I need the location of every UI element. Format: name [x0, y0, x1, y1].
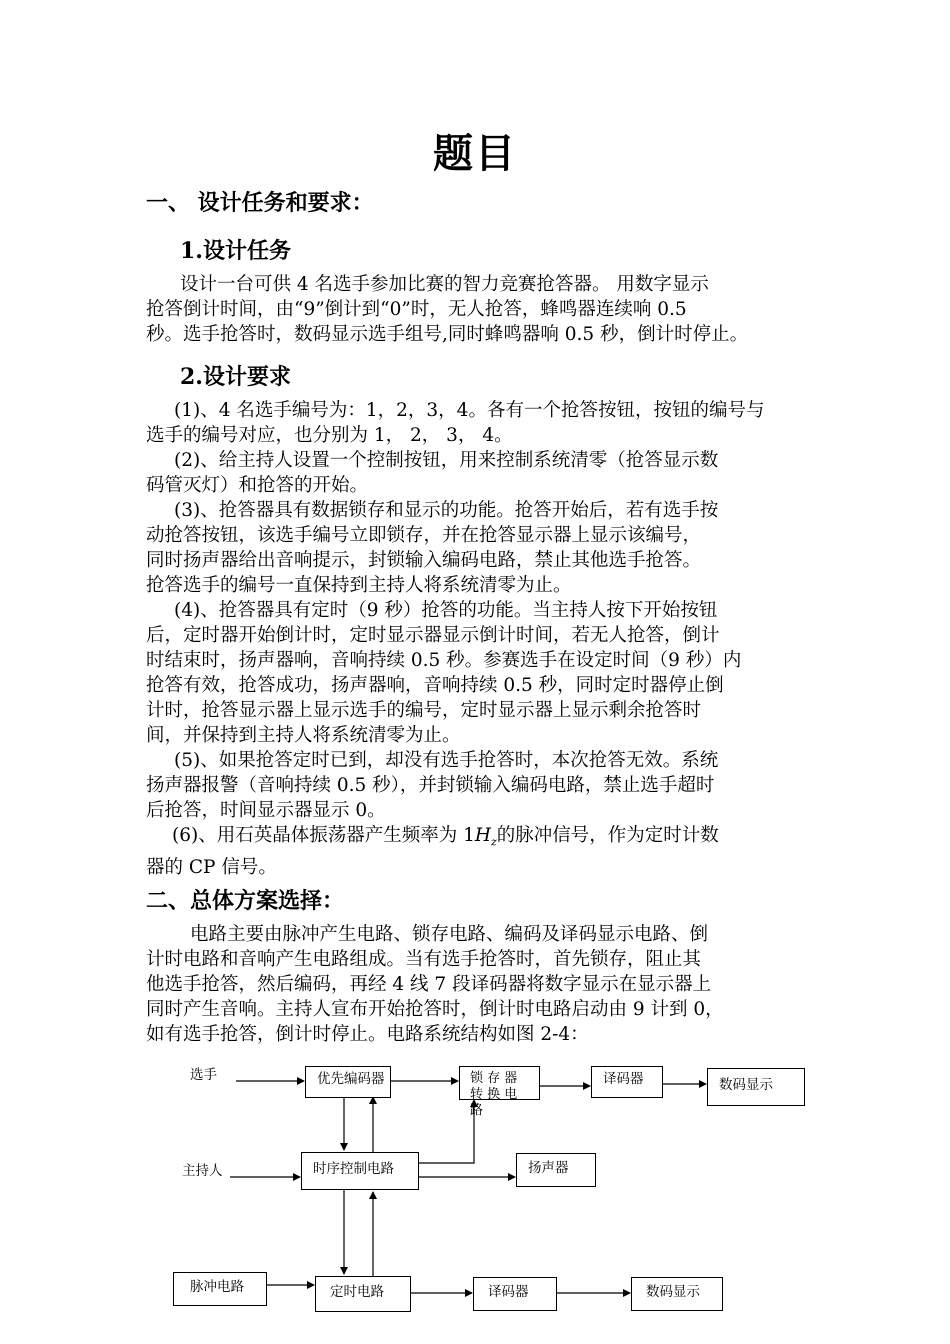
text-line: 码管灭灯）和抢答的开始。 [146, 475, 369, 496]
text-line: 时结束时，扬声器响，音响持续 0.5 秒。参赛选手在设定时间（9 秒）内 [146, 650, 742, 671]
page-title: 题目 [433, 130, 517, 177]
text-line: 后抢答，时间显示器显示 0。 [146, 800, 386, 821]
block-pulse-circuit: 脉冲电路 [173, 1272, 267, 1306]
text-line: 抢答选手的编号一直保持到主持人将系统清零为止。 [146, 575, 572, 596]
label-host: 主持人 [182, 1163, 223, 1179]
req6-suffix: 的脉冲信号，作为定时计数 [496, 825, 719, 846]
subheading-task: 1.设计任务 [180, 238, 291, 264]
text-line: 电路主要由脉冲产生电路、锁存电路、编码及译码显示电路、倒 [190, 924, 709, 945]
text-line: 设计一台可供 4 名选手参加比赛的智力竞赛抢答器。 用数字显示 [180, 274, 709, 295]
latch-label-line1: 锁 存 器 [470, 1071, 518, 1086]
section-heading-design-task: 一、 设计任务和要求： [146, 190, 374, 216]
text-line: (1)、4 名选手编号为：1，2，3，4。各有一个抢答按钮，按钮的编号与 [174, 400, 765, 421]
latch-label-line3: 路 [470, 1103, 484, 1118]
text-line: 动抢答按钮，该选手编号立即锁存，并在抢答显示器上显示该编号， [146, 525, 702, 546]
unit-h: H [474, 825, 491, 846]
text-line: 抢答有效，抢答成功，扬声器响，音响持续 0.5 秒，同时定时器停止倒 [146, 675, 724, 696]
label-player: 选手 [190, 1067, 217, 1083]
text-line: 同时产生音响。主持人宣布开始抢答时，倒计时电路启动由 9 计到 0， [146, 999, 724, 1020]
section-heading-overall-scheme: 二、总体方案选择： [146, 888, 345, 914]
text-line: (5)、如果抢答定时已到，却没有选手抢答时，本次抢答无效。系统 [174, 750, 719, 771]
block-timing-control: 时序控制电路 [301, 1152, 419, 1190]
text-line: 他选手抢答，然后编码，再经 4 线 7 段译码器将数字显示在显示器上 [146, 974, 712, 995]
block-display-bottom: 数码显示 [631, 1277, 723, 1311]
req6-prefix: (6)、用石英晶体振荡器产生频率为 1 [172, 825, 475, 846]
block-display-top: 数码显示 [707, 1068, 805, 1106]
text-line: 器的 CP 信号。 [146, 856, 277, 878]
text-line: (4)、抢答器具有定时（9 秒）抢答的功能。当主持人按下开始按钮 [174, 600, 718, 621]
block-latch-converter [459, 1066, 540, 1118]
subheading-requirements: 2.设计要求 [180, 364, 291, 390]
unit-z: z [491, 835, 497, 849]
text-line: 计时电路和音响产生电路组成。当有选手抢答时，首先锁存，阻止其 [146, 949, 702, 970]
text-line: 扬声器报警（音响持续 0.5 秒），并封锁输入编码电路，禁止选手超时 [146, 775, 715, 796]
block-priority-encoder: 优先编码器 [305, 1066, 391, 1098]
block-speaker: 扬声器 [516, 1153, 596, 1187]
text-line: 后，定时器开始倒计时，定时显示器显示倒计时间，若无人抢答，倒计 [146, 625, 720, 646]
block-decoder-top: 译码器 [591, 1066, 663, 1098]
text-line: 计时，抢答显示器上显示选手的编号，定时显示器上显示剩余抢答时 [146, 700, 702, 721]
latch-label-line2: 转 换 电 [470, 1087, 518, 1102]
text-line: 如有选手抢答，倒计时停止。电路系统结构如图 2-4： [146, 1024, 589, 1045]
text-line: 抢答倒计时间，由“9”倒计到“0”时，无人抢答，蜂鸣器连续响 0.5 [146, 299, 687, 320]
block-decoder-bottom: 译码器 [473, 1277, 557, 1311]
text-line: 秒。选手抢答时，数码显示选手组号,同时蜂鸣器响 0.5 秒，倒计时停止。 [146, 324, 749, 345]
text-line: 同时扬声器给出音响提示，封锁输入编码电路，禁止其他选手抢答。 [146, 550, 702, 571]
block-timer-circuit: 定时电路 [315, 1276, 411, 1312]
arrow-timing-to-latch [418, 1100, 474, 1163]
text-line: 间，并保持到主持人将系统清零为止。 [146, 725, 461, 746]
text-line: (3)、抢答器具有数据锁存和显示的功能。抢答开始后，若有选手按 [174, 500, 719, 521]
text-line: (2)、给主持人设置一个控制按钮，用来控制系统清零（抢答显示数 [174, 450, 719, 471]
text-line: 选手的编号对应，也分别为 1， 2， 3， 4。 [146, 425, 513, 446]
